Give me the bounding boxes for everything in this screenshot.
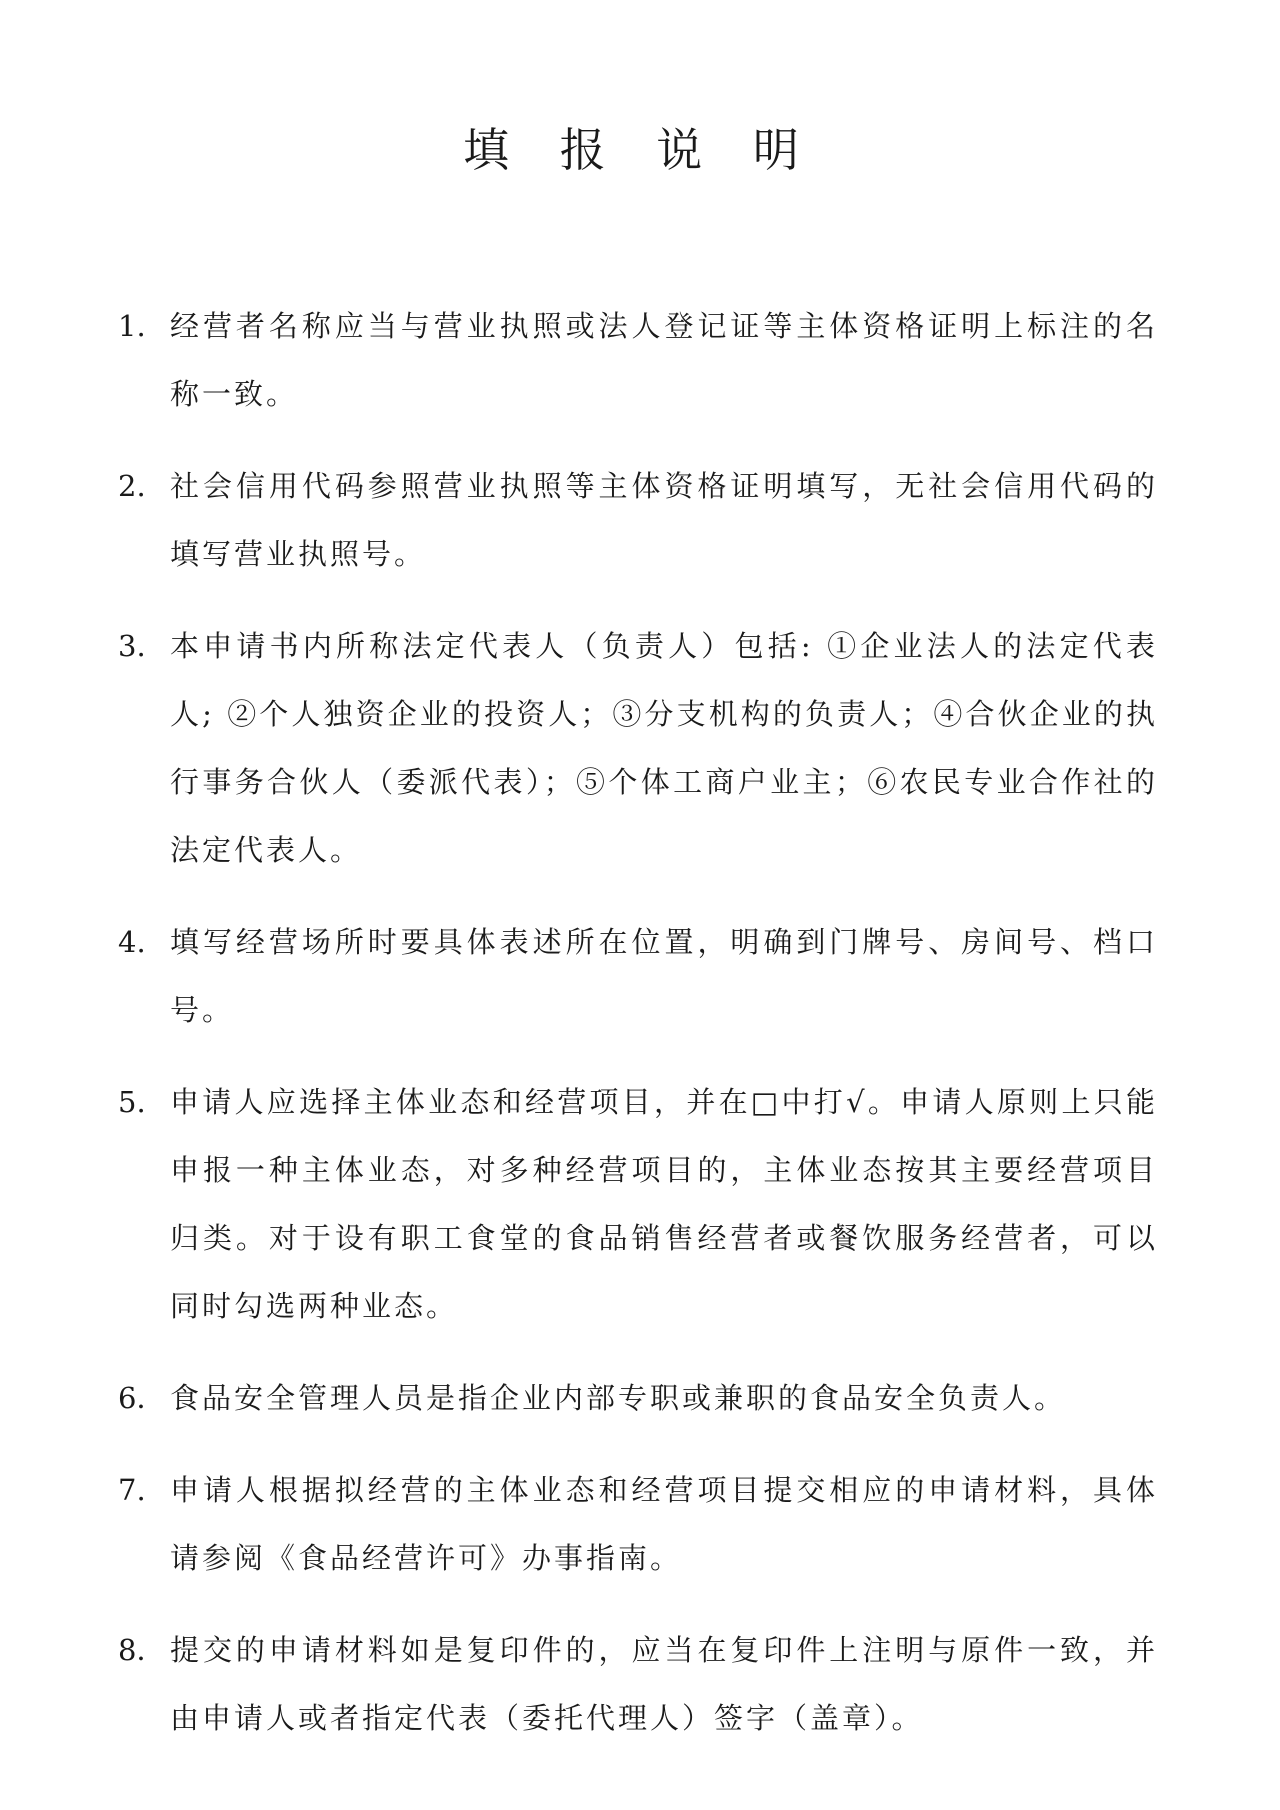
list-item	[118, 292, 1158, 428]
list-item	[118, 1616, 1158, 1752]
item-text: 提交的申请材料如是复印件的，应当在复印件上注明与原件一致，并由申请人或者指定代表（委托代理人）签字（盖章）。	[170, 1633, 1158, 1735]
item-text: 申请人根据拟经营的主体业态和经营项目提交相应的申请材料，具体请参阅《食品经营许可》办事指南。	[170, 1473, 1158, 1575]
item-number: 4.	[118, 925, 146, 959]
list-item	[118, 1456, 1158, 1592]
item-number: 8．	[118, 1633, 166, 1667]
item-text: 申请人应选择主体业态和经营项目，并在□中打√。申请人原则上只能申报一种主体业态，对多种经营项目的，主体业态按其主要经营项目归类。对于设有职工食堂的食品销售经营者或餐饮服务经营者，可以同时勾选两种业态。	[170, 1085, 1158, 1323]
item-text: 经营者名称应当与营业执照或法人登记证等主体资格证明上标注的名称一致。	[170, 309, 1158, 411]
page-title: 填 报 说 明	[463, 123, 817, 177]
item-number: 5.	[118, 1085, 146, 1119]
list-item	[118, 612, 1158, 884]
item-number: 1.	[118, 309, 146, 343]
list-item	[118, 1068, 1158, 1340]
item-number: 6．	[118, 1381, 166, 1415]
list-item	[118, 1364, 1158, 1432]
list-item	[118, 452, 1158, 588]
instruction-list	[118, 292, 1158, 1776]
item-text: 社会信用代码参照营业执照等主体资格证明填写，无社会信用代码的填写营业执照号。	[170, 469, 1158, 571]
item-text: 填写经营场所时要具体表述所在位置，明确到门牌号、房间号、档口号。	[170, 925, 1158, 1027]
item-text: 食品安全管理人员是指企业内部专职或兼职的食品安全负责人。	[170, 1381, 1067, 1415]
item-text: 本申请书内所称法定代表人（负责人）包括: ①企业法人的法定代表人; ②个人独资企业的投资人；③分支机构的负责人；④合伙企业的执行事务合伙人（委派代表）；⑤个体工商户业主；⑥农民专业合作社的法定代表人。	[170, 629, 1158, 867]
item-number: 2.	[118, 469, 146, 503]
item-number: 3.	[118, 629, 146, 663]
list-item	[118, 908, 1158, 1044]
item-number: 7.	[118, 1473, 146, 1507]
